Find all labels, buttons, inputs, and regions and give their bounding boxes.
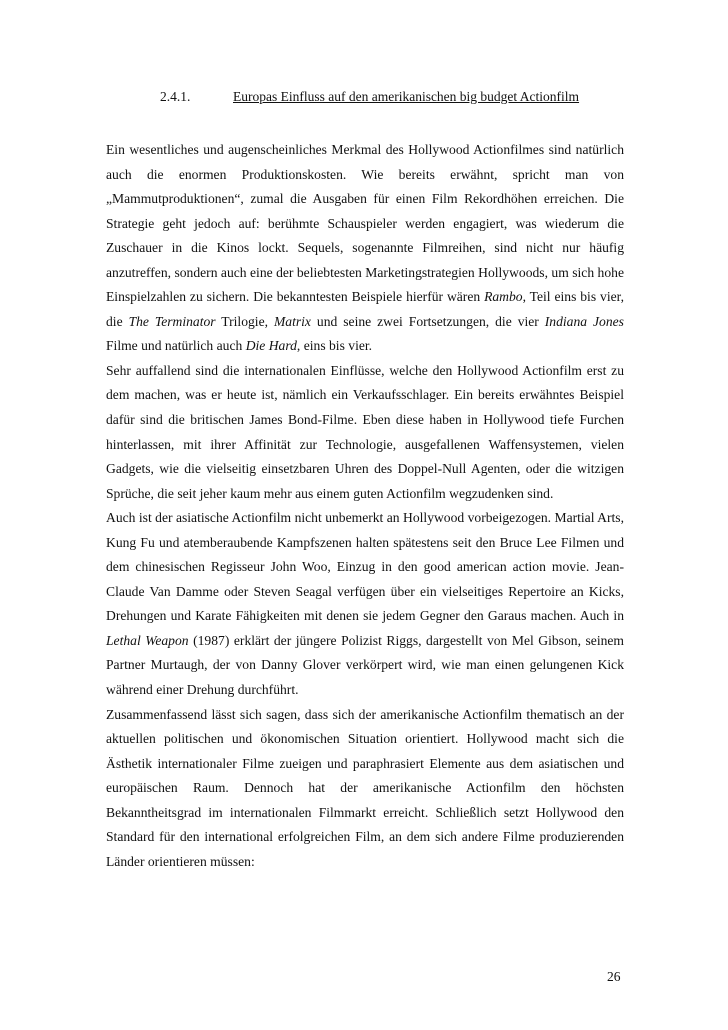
film-title: Lethal Weapon [106, 632, 189, 648]
paragraph [106, 359, 624, 506]
text-run: Ein wesentliches und augenscheinliches Merkmal des Hollywood Actionfilmes sind natürlich auch die enormen Produktionskosten. Wie bereits erwähnt, spricht man von „Mammutproduktionen“, zumal die Ausgaben für einen Film Rekordhöhen erreichen. Die Strategie geht jedoch auf: berühmte Schauspieler werden engagiert, was wiederum die Zuschauer in die Kinos lockt. Sequels, sogenannte Filmreihen, sind nicht nur häufig anzutreffen, sondern auch eine der beliebtesten Marketingstrategien Hollywoods, um sich hohe Einspielzahlen zu sichern. Die bekanntesten Beispiele hierfür wären [106, 142, 624, 305]
film-title: Die Hard [245, 338, 297, 354]
page-number: 26 [607, 969, 621, 984]
text-run: Sehr auffallend sind die internationalen Einflüsse, welche den Hollywood Actionfilm erst zu dem machen, was er heute ist, nämlich ein Verkaufsschlager. Ein bereits erwähntes Beispiel dafür sind die britischen James Bond-Filme. Eben diese haben in Hollywood tiefe Furchen hinterlassen, mit ihrer Affinität zur Technologie, ausgefallenen Waffensystemen, vielen Gadgets, wie die vielseitig einsetzbaren Uhren des Doppel-Null Agenten, oder die witzigen Sprüche, die seit jeher kaum mehr aus einem guten Actionfilm wegzudenken sind. [106, 362, 624, 501]
section-number: 2.4.1. [160, 89, 191, 104]
film-title: Indiana Jones [544, 313, 624, 329]
film-title: The Terminator [128, 313, 216, 329]
text-run: (1987) erklärt der jüngere Polizist Riggs, dargestellt von Mel Gibson, seinem Partner Murtaugh, der von Danny Glover verkörpert wird, wie man einen gelungenen Kick während einer Drehung durchführt. [106, 632, 625, 698]
paragraph [106, 138, 624, 359]
section-heading [160, 89, 579, 105]
text-run: Auch ist der asiatische Actionfilm nicht unbemerkt an Hollywood vorbeigezogen. Martial Arts, Kung Fu und atemberaubende Kampfszenen halten spätestens seit den Bruce Lee Filmen und dem chinesischen Regisseur John Woo, Einzug in den good american action movie. Jean-Claude Van Damme oder Steven Seagal verfügen über ein vielseitiges Repertoire an Kicks, Drehungen und Karate Fähigkeiten mit denen sie jedem Gegner den Garaus machen. Auch in [106, 510, 624, 624]
text-run: , Teil eins bis vier, die [106, 289, 625, 329]
paragraph [106, 703, 624, 875]
paragraph [106, 506, 624, 702]
text-run: Zusammenfassend lässt sich sagen, dass sich der amerikanische Actionfilm thematisch an der aktuellen politischen und ökonomischen Situation orientiert. Hollywood macht sich die Ästhetik internationaler Filme zueigen und paraphrasiert Elemente aus dem asiatischen und europäischen Raum. Dennoch hat der amerikanische Actionfilm den höchsten Bekanntheitsgrad im internationalen Filmmarkt erreicht. Schließlich setzt Hollywood den Standard für den international erfolgreichen Film, an dem sich andere Filme produzierenden Länder orientieren müssen: [106, 706, 624, 869]
film-title: Rambo [484, 289, 523, 305]
body-text [106, 138, 624, 874]
text-run: , eins bis vier. [296, 338, 373, 354]
section-title: Europas Einfluss auf den amerikanischen big budget Actionfilm [233, 89, 580, 104]
text-run: und seine zwei Fortsetzungen, die vier [310, 313, 545, 329]
text-run: Filme und natürlich auch [106, 338, 246, 354]
film-title: Matrix [273, 313, 311, 329]
text-run: Trilogie, [215, 313, 274, 329]
